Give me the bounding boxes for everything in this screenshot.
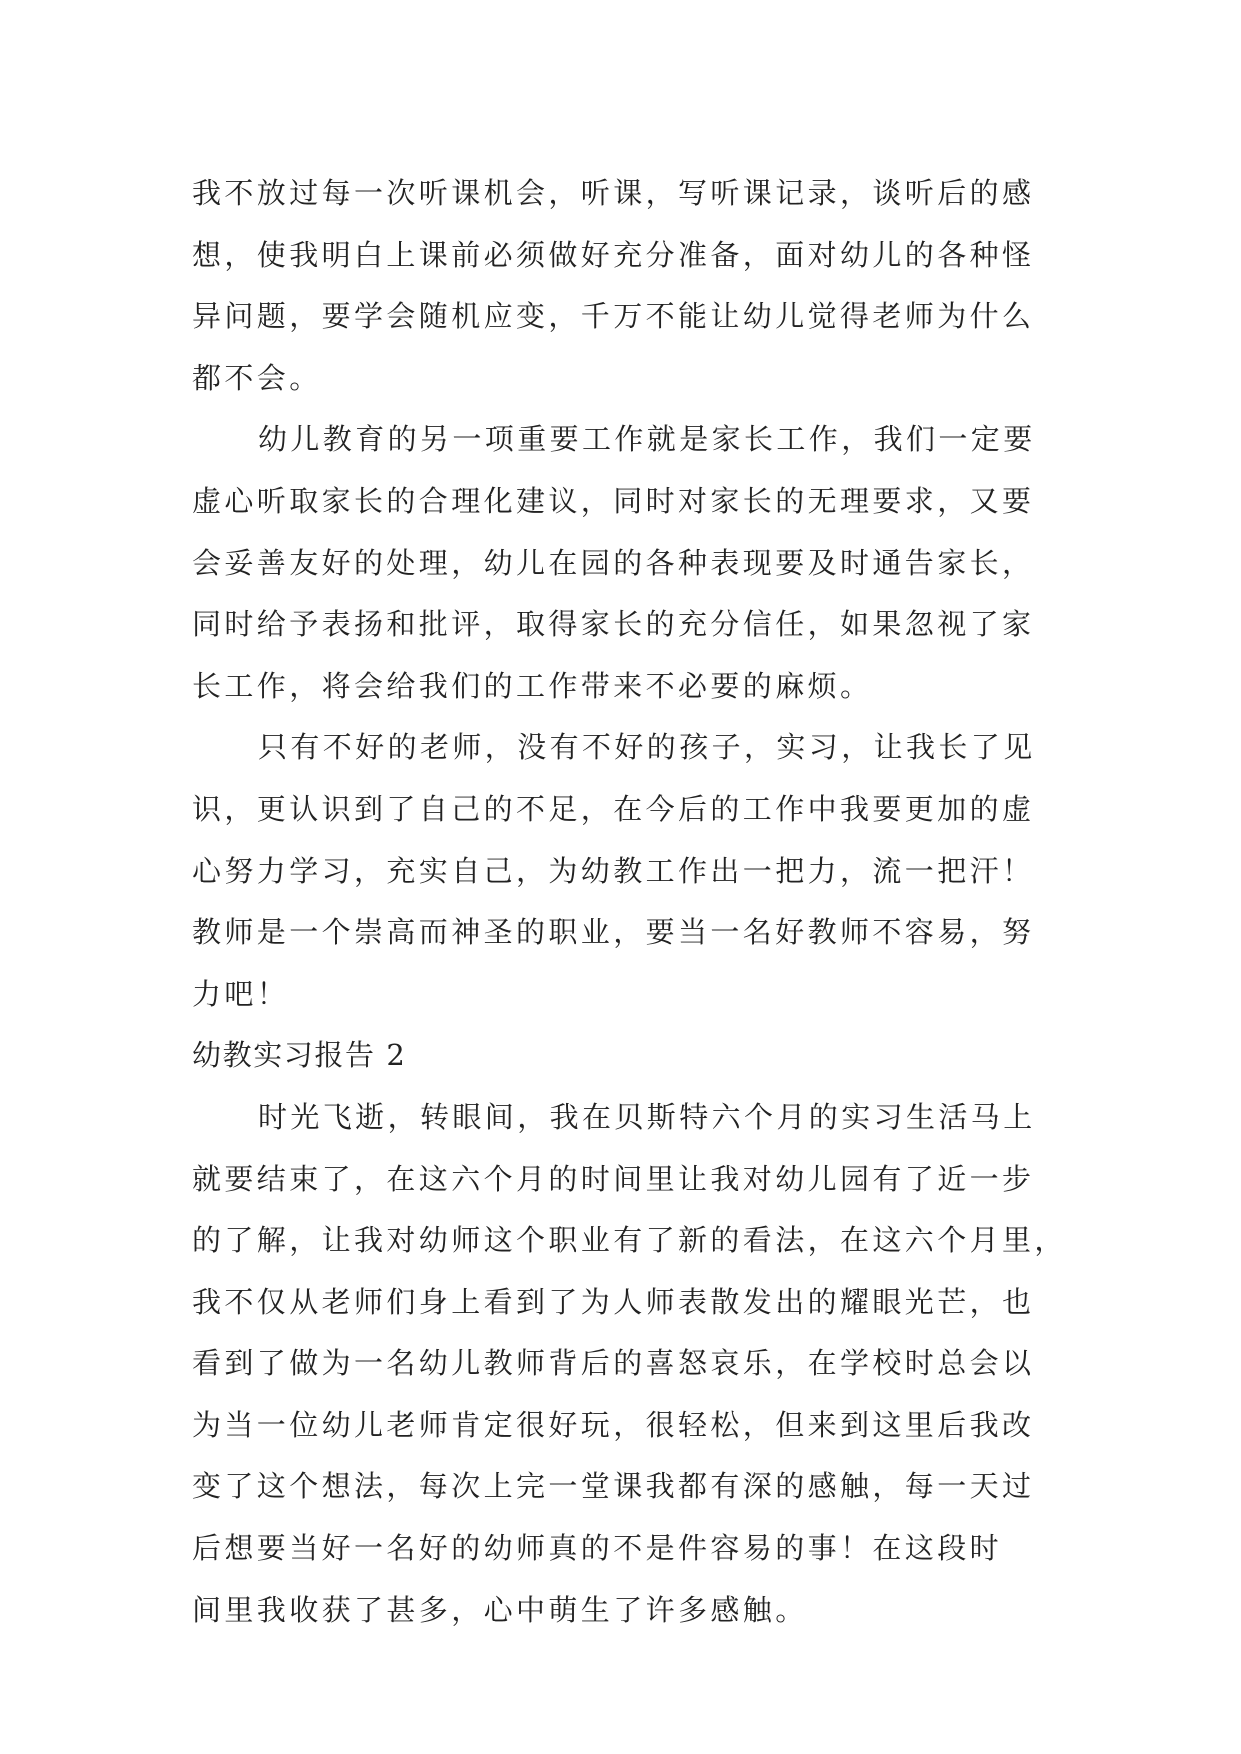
paragraph-line: 力吧！ — [192, 976, 290, 1011]
paragraph-line: 只有不好的老师，没有不好的孩子，实习，让我长了见 — [258, 730, 1036, 765]
paragraph-line: 想，使我明白上课前必须做好充分准备，面对幼儿的各种怪 — [192, 237, 1035, 272]
paragraph-line: 都不会。 — [192, 360, 322, 395]
paragraph-line: 间里我收获了甚多，心中萌生了许多感触。 — [192, 1592, 808, 1627]
paragraph-line: 就要结束了，在这六个月的时间里让我对幼儿园有了近一步 — [192, 1161, 1035, 1196]
paragraph-line: 异问题，要学会随机应变，千万不能让幼儿觉得老师为什么 — [192, 299, 1035, 334]
paragraph — [192, 1087, 1072, 1641]
paragraph-line: 为当一位幼儿老师肯定很好玩，很轻松，但来到这里后我改 — [192, 1407, 1035, 1442]
heading-text: 幼教实习报告 2 — [192, 1038, 407, 1073]
paragraph-line: 的了解，让我对幼师这个职业有了新的看法，在这六个月里， — [192, 1223, 1067, 1258]
paragraph-line: 后想要当好一名好的幼师真的不是件容易的事！在这段时 — [192, 1531, 1003, 1566]
paragraph-line: 幼儿教育的另一项重要工作就是家长工作，我们一定要 — [258, 422, 1036, 457]
paragraph-line: 会妥善友好的处理，幼儿在园的各种表现要及时通告家长， — [192, 545, 1035, 580]
paragraph-line: 同时给予表扬和批评，取得家长的充分信任，如果忽视了家 — [192, 607, 1035, 642]
paragraph-line: 看到了做为一名幼儿教师背后的喜怒哀乐，在学校时总会以 — [192, 1346, 1035, 1381]
paragraph-line: 我不放过每一次听课机会，听课，写听课记录，谈听后的感 — [192, 176, 1035, 210]
paragraph — [192, 717, 1072, 1025]
paragraph-line: 心努力学习，充实自己，为幼教工作出一把力，流一把汗！ — [192, 853, 1035, 888]
paragraph-line: 我不仅从老师们身上看到了为人师表散发出的耀眼光芒，也 — [192, 1284, 1035, 1319]
section-heading — [192, 1025, 1072, 1087]
document-body — [192, 163, 1072, 1641]
paragraph-line: 变了这个想法，每次上完一堂课我都有深的感触，每一天过 — [192, 1469, 1035, 1504]
paragraph — [192, 163, 1072, 409]
paragraph-line: 时光飞逝，转眼间，我在贝斯特六个月的实习生活马上 — [258, 1099, 1036, 1134]
paragraph-line: 虚心听取家长的合理化建议，同时对家长的无理要求，又要 — [192, 483, 1035, 518]
paragraph-line: 长工作，将会给我们的工作带来不必要的麻烦。 — [192, 668, 873, 703]
paragraph-line: 教师是一个崇高而神圣的职业，要当一名好教师不容易，努 — [192, 915, 1035, 950]
paragraph-line: 识，更认识到了自己的不足，在今后的工作中我要更加的虚 — [192, 791, 1035, 826]
paragraph — [192, 409, 1072, 717]
